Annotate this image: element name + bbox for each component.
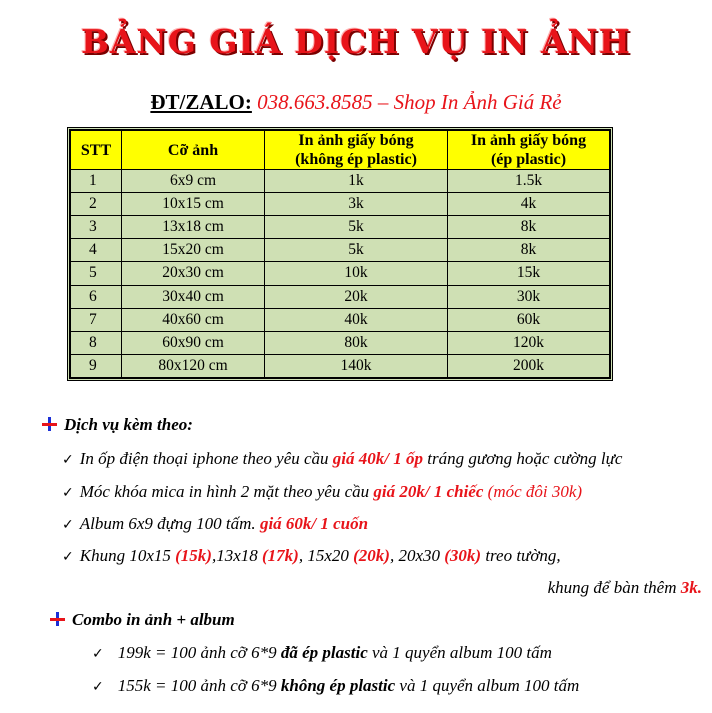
service-keychain: ✓ Móc khóa mica in hình 2 mặt theo yêu cầu giá 20k/ 1 chiếc (móc đôi 30k) [62, 482, 583, 501]
checkmark-icon: ✓ [62, 452, 74, 468]
contact-label: ĐT/ZALO: [150, 90, 252, 114]
table-row: 3 13x18 cm 5k 8k [71, 216, 610, 239]
table-row: 7 40x60 cm 40k 60k [71, 308, 610, 331]
combo-heading: Combo in ảnh + album [50, 610, 235, 630]
pushpin-bullet-icon [42, 417, 58, 431]
header-size: Cỡ ảnh [122, 131, 265, 170]
table-row: 4 15x20 cm 5k 8k [71, 239, 610, 262]
service-album: ✓ Album 6x9 đựng 100 tấm. giá 60k/ 1 cuốn [62, 514, 369, 533]
table-row: 8 60x90 cm 80k 120k [71, 331, 610, 354]
combo-item-1: ✓ 199k = 100 ảnh cỡ 6*9 đã ép plastic và 1 quyển album 100 tấm [92, 643, 552, 662]
table-row: 2 10x15 cm 3k 4k [71, 193, 610, 216]
service-frame: ✓ Khung 10x15 (15k),13x18 (17k), 15x20 (20k), 20x30 (30k) treo tường, [62, 546, 561, 565]
page-title: BẢNG GIÁ DỊCH VỤ IN ẢNH [81, 22, 631, 61]
price-table [67, 127, 613, 381]
combo-item-2: ✓ 155k = 100 ảnh cỡ 6*9 không ép plastic và 1 quyển album 100 tấm [92, 676, 580, 695]
checkmark-icon: ✓ [92, 679, 104, 695]
service-frame-desk: khung để bàn thêm 3k. [547, 578, 702, 597]
services-heading: Dịch vụ kèm theo: [42, 415, 193, 435]
checkmark-icon: ✓ [92, 646, 104, 662]
header-glossy-no-lam: In ảnh giấy bóng (không ép plastic) [265, 131, 448, 170]
pushpin-bullet-icon [50, 612, 66, 626]
table-row: 1 6x9 cm 1k 1.5k [71, 170, 610, 193]
table-row: 5 20x30 cm 10k 15k [71, 262, 610, 285]
header-glossy-lam: In ảnh giấy bóng (ép plastic) [448, 131, 610, 170]
service-phone-case: ✓ In ốp điện thoại iphone theo yêu cầu giá 40k/ 1 ốp tráng gương hoặc cường lực [62, 449, 623, 468]
table-row: 6 30x40 cm 20k 30k [71, 285, 610, 308]
checkmark-icon: ✓ [62, 517, 74, 533]
contact-line [0, 90, 712, 115]
table-header-row [71, 131, 610, 170]
table-row: 9 80x120 cm 140k 200k [71, 354, 610, 377]
checkmark-icon: ✓ [62, 549, 74, 565]
checkmark-icon: ✓ [62, 485, 74, 501]
header-stt: STT [71, 131, 122, 170]
contact-text: 038.663.8585 – Shop In Ảnh Giá Rẻ [257, 90, 562, 114]
